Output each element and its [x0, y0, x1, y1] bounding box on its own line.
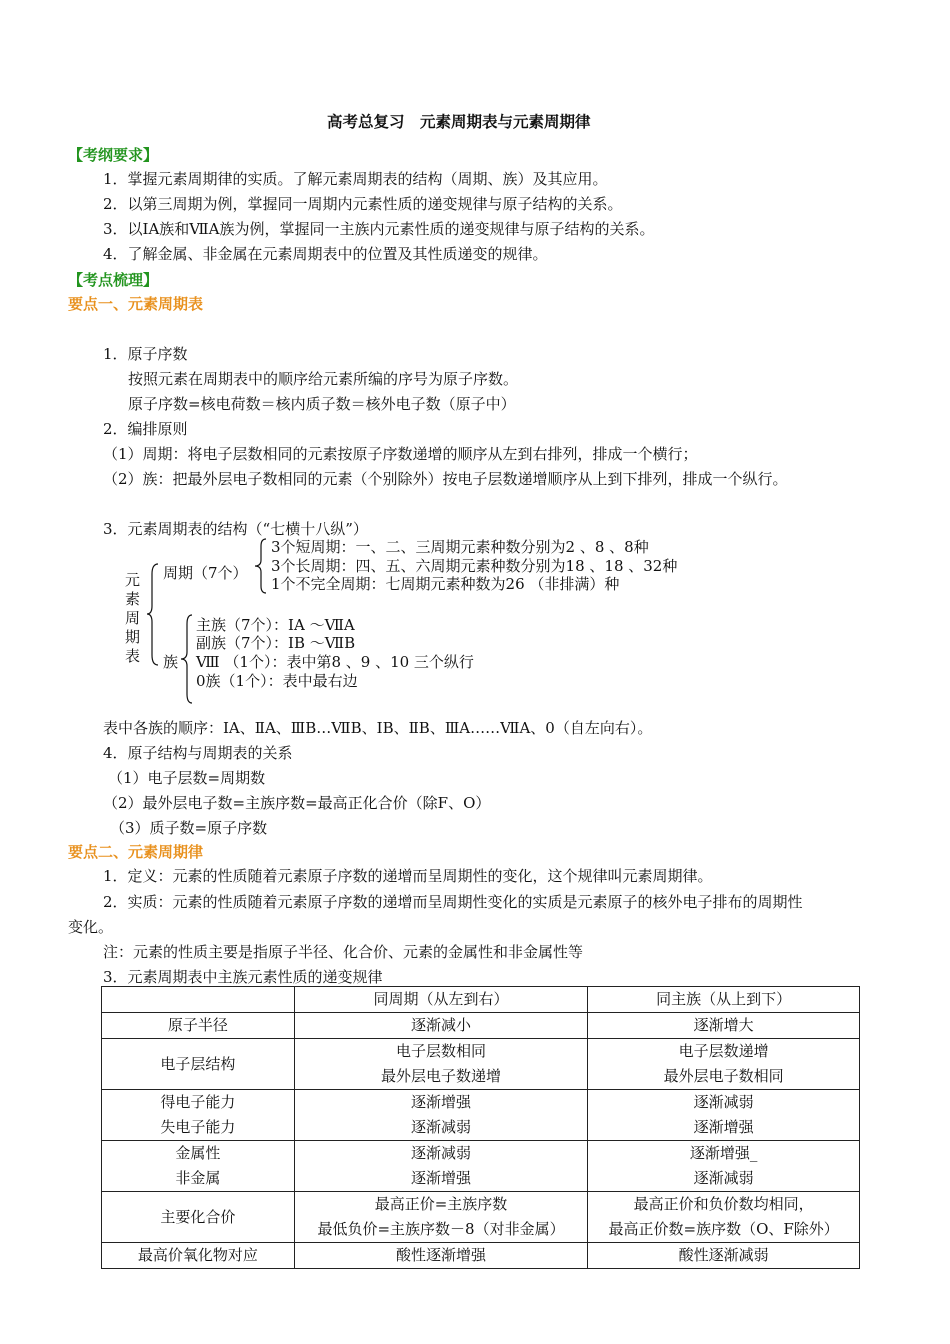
period-item: 1个不完全周期：七周期元素种数为26 （非排满）种 [271, 575, 620, 593]
section-heading-kaodian: 【考点梳理】 [68, 271, 159, 289]
point2-line: 1．定义：元素的性质随着元素原子序数的递增而呈周期性的变化，这个规律叫元素周期律。 [103, 867, 713, 885]
point1-line: 原子序数=核电荷数＝核内质子数＝核外电子数（原子中） [128, 395, 516, 413]
point1-line: 4．原子结构与周期表的关系 [103, 744, 293, 762]
point1-line: 1．原子序数 [103, 345, 188, 363]
table-cell-group: 最高正价和负价数均相同， 最高正价数=族序数（O、F除外） [588, 1192, 860, 1243]
table-header-cell: 同主族（从上到下） [588, 987, 860, 1013]
table-cell-group: 逐渐增大 [588, 1013, 860, 1039]
group-item: 副族（7个）：ⅠB ～ⅦB [196, 634, 356, 652]
section-heading-kaogang: 【考纲要求】 [68, 146, 159, 164]
group-brace-icon [180, 614, 194, 704]
kaogang-item: 3．以ⅠA族和ⅦA族为例，掌握同一主族内元素性质的递变规律与原子结构的关系。 [103, 220, 655, 238]
table-cell-group: 逐渐减弱 逐渐增强 [588, 1090, 860, 1141]
point1-line: （1）电子层数=周期数 [108, 769, 266, 787]
kaogang-item: 2．以第三周期为例，掌握同一周期内元素性质的递变规律与原子结构的关系。 [103, 195, 623, 213]
point1-line: 3．元素周期表的结构（“七横十八纵”） [103, 520, 368, 538]
table-header-cell [102, 987, 295, 1013]
point2-line: 变化。 [68, 918, 114, 936]
point1-line: 表中各族的顺序：ⅠA、ⅡA、ⅢB…ⅦB、ⅠB、ⅡB、ⅢA……ⅦA、0（自左向右）。 [103, 719, 653, 737]
table-cell-label: 主要化合价 [102, 1192, 295, 1243]
kaogang-item: 4．了解金属、非金属在元素周期表中的位置及其性质递变的规律。 [103, 245, 548, 263]
table-header-row [102, 987, 860, 1013]
period-item: 3个短周期：一、二、三周期元素种数分别为2 、8 、8种 [271, 538, 649, 556]
table-cell-period: 逐渐减弱 逐渐增强 [294, 1141, 588, 1192]
period-brace-icon [254, 538, 268, 594]
period-item: 3个长周期：四、五、六周期元素种数分别为18 、18 、32种 [271, 557, 678, 575]
table-row [102, 1013, 860, 1039]
group-item: 主族（7个）：ⅠA ～ⅦA [196, 616, 355, 634]
table-cell-group: 酸性逐渐减弱 [588, 1243, 860, 1269]
kaogang-item: 1．掌握元素周期律的实质。了解元素周期表的结构（周期、族）及其应用。 [103, 170, 608, 188]
table-cell-period: 最高正价=主族序数 最低负价=主族序数－8（对非金属） [294, 1192, 588, 1243]
table-row [102, 1243, 860, 1269]
table-row [102, 1090, 860, 1141]
table-cell-label: 金属性 非金属 [102, 1141, 295, 1192]
point2-line: 2．实质：元素的性质随着元素原子序数的递增而呈周期性变化的实质是元素原子的核外电子排布的周期性 [103, 893, 803, 911]
root-brace-icon [146, 562, 160, 667]
table-header-cell: 同周期（从左到右） [294, 987, 588, 1013]
table-cell-group: 电子层数递增 最外层电子数相同 [588, 1039, 860, 1090]
table-row [102, 1141, 860, 1192]
table-cell-label: 原子半径 [102, 1013, 295, 1039]
point1-line: 按照元素在周期表中的顺序给元素所编的序号为原子序数。 [128, 370, 519, 388]
period-label: 周期（7个） [163, 564, 248, 582]
table-cell-label: 电子层结构 [102, 1039, 295, 1090]
table-row [102, 1039, 860, 1090]
point2-note: 注：元素的性质主要是指原子半径、化合价、元素的金属性和非金属性等 [103, 943, 584, 961]
group-item: Ⅷ （1个）：表中第8 、9 、10 三个纵行 [196, 653, 474, 671]
point1-line: 2．编排原则 [103, 420, 188, 438]
table-cell-period: 电子层数相同 最外层电子数递增 [294, 1039, 588, 1090]
table-cell-group: 逐渐增强_ 逐渐减弱 [588, 1141, 860, 1192]
point1-heading: 要点一、元素周期表 [68, 295, 204, 313]
group-item: 0族（1个）：表中最右边 [196, 672, 358, 690]
group-label: 族 [163, 653, 179, 671]
page-title: 高考总复习 元素周期表与元素周期律 [327, 112, 591, 131]
structure-root: 元 素 周 期 表 [125, 571, 141, 665]
point1-line: （2）族：把最外层电子数相同的元素（个别除外）按电子层数递增顺序从上到下排列，排成一个纵行。 [103, 470, 788, 488]
table-cell-label: 得电子能力 失电子能力 [102, 1090, 295, 1141]
properties-table [101, 986, 860, 1269]
point1-line: （2）最外层电子数=主族序数=最高正化合价（除F、O） [103, 794, 491, 812]
table-cell-period: 逐渐减小 [294, 1013, 588, 1039]
table-cell-period: 酸性逐渐增强 [294, 1243, 588, 1269]
point1-line: （3）质子数=原子序数 [110, 819, 268, 837]
table-cell-label: 最高价氧化物对应 [102, 1243, 295, 1269]
table-row [102, 1192, 860, 1243]
table-cell-period: 逐渐增强 逐渐减弱 [294, 1090, 588, 1141]
point2-heading: 要点二、元素周期律 [68, 843, 204, 861]
point2-line: 3．元素周期表中主族元素性质的递变规律 [103, 968, 383, 986]
point1-line: （1）周期：将电子层数相同的元素按原子序数递增的顺序从左到右排列，排成一个横行； [103, 445, 698, 463]
